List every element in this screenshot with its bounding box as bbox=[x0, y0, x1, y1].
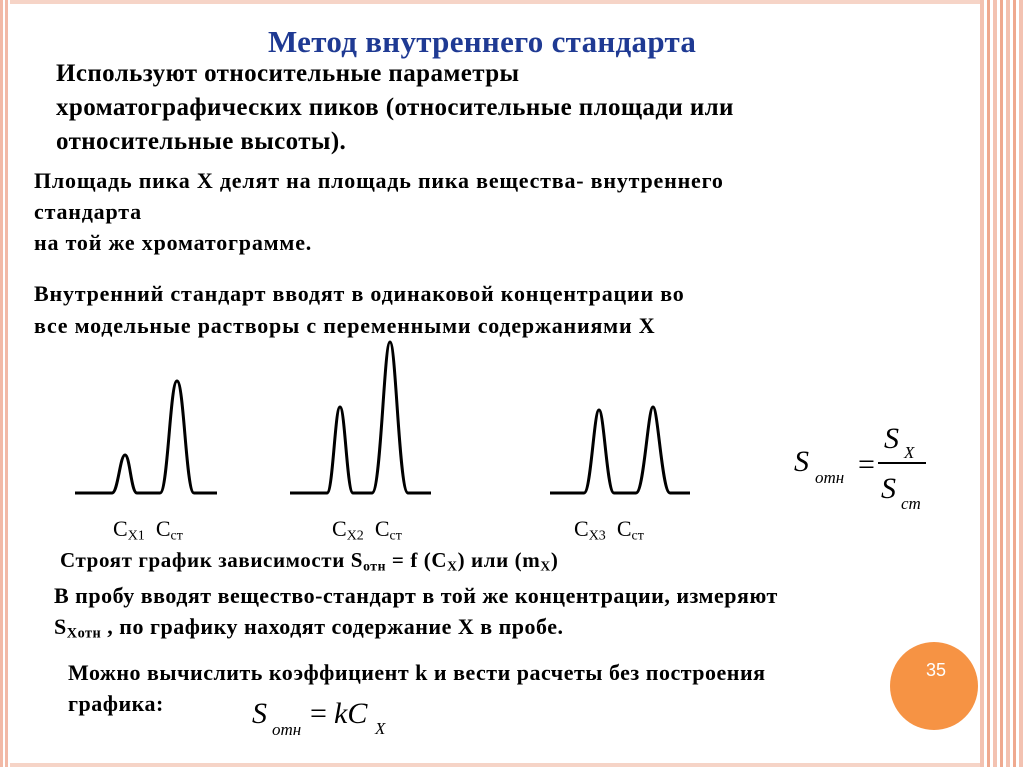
chromatogram-1 bbox=[75, 381, 217, 493]
slide-title: Метод внутреннего стандарта bbox=[268, 24, 697, 59]
slide-number: 35 bbox=[926, 660, 947, 680]
intro-line-2: хроматографических пиков (относительные площади или bbox=[56, 94, 734, 121]
slide-number-badge bbox=[890, 642, 978, 730]
area-line-3: на той же хроматограмме. bbox=[34, 230, 313, 255]
chromatogram-2 bbox=[290, 342, 431, 493]
intro-line-1: Используют относительные параметры bbox=[56, 60, 520, 87]
peak-label-2: $C_{X2}$ $C_{ст}$ bbox=[332, 516, 402, 544]
peak-label-3: $C_{X3}$ $C_{ст}$ bbox=[574, 516, 644, 544]
sample-line-1: В пробу вводят вещество-стандарт в той же концентрации, измеряют bbox=[54, 583, 778, 608]
area-line-1: Площадь пика X делят на площадь пика вещества- внутреннего bbox=[34, 168, 724, 193]
calc-line-1: Можно вычислить коэффициент k и вести расчеты без построения bbox=[68, 660, 766, 685]
standard-line-2: все модельные растворы с переменными содержаниями X bbox=[34, 313, 656, 338]
intro-line-3: относительные высоты). bbox=[56, 128, 347, 155]
sample-line-2: $S_{Xотн}$ , по графику находят содержание X в пробе. bbox=[54, 614, 564, 642]
area-line-2: стандарта bbox=[34, 199, 142, 224]
chromatogram-3 bbox=[550, 407, 690, 493]
standard-line-1: Внутренний стандарт вводят в одинаковой концентрации во bbox=[34, 281, 685, 306]
peak-label-1: $C_{X1}$ $C_{ст}$ bbox=[113, 516, 183, 544]
graph-text: Строят график зависимости $S_{отн} = f$ $(C_X)$ или $(m_X)$ bbox=[60, 548, 559, 574]
calc-line-2: графика: bbox=[68, 691, 164, 716]
